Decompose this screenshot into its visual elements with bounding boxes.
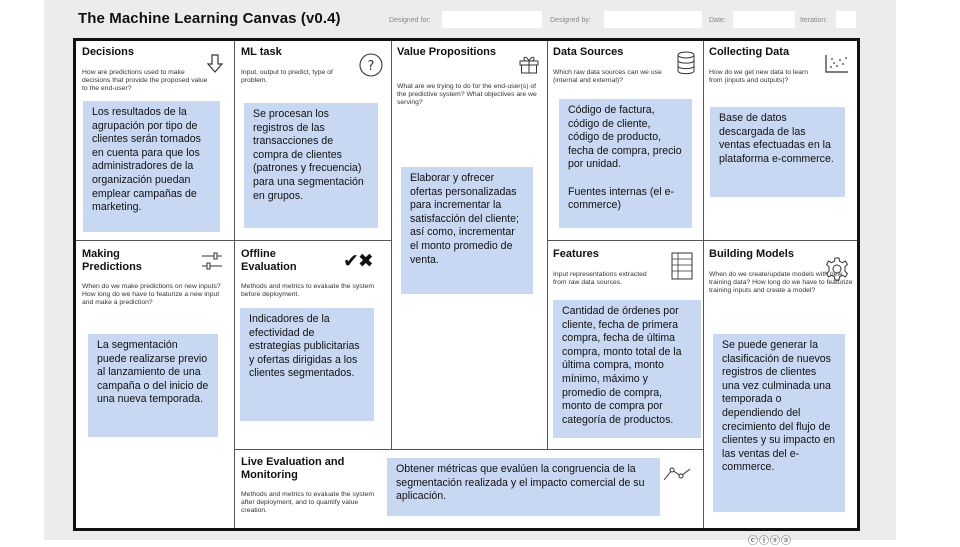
making-predictions-title: Making Predictions <box>82 248 142 273</box>
making-predictions-note[interactable]: La segmentación puede realizarse previo al lanzamiento de una campaña o del inicio de una nueva temporada. <box>88 334 218 437</box>
date-field[interactable] <box>733 11 795 28</box>
grid-divider <box>76 240 391 241</box>
question-circle-icon <box>358 52 384 78</box>
gift-icon <box>518 54 540 74</box>
grid-divider <box>547 41 548 449</box>
live-evaluation-description: Methods and metrics to evaluate the system after deployment, and to quantify value creation. <box>241 491 374 514</box>
value-propositions-description: What are we trying to do for the end-user(s) of the predictive system? What objectives are we serving? <box>397 83 537 106</box>
offline-evaluation-description: Methods and metrics to evaluate the system before deployment. <box>241 283 374 298</box>
grid-divider <box>703 41 704 528</box>
grid-divider <box>391 41 392 449</box>
decisions-title: Decisions <box>82 46 134 58</box>
designed-for-label: Designed for: <box>389 17 431 24</box>
data-sources-description: Which raw data sources can we use (internal and external)? <box>553 69 662 84</box>
sliders-icon <box>200 250 224 272</box>
building-models-title: Building Models <box>709 248 794 260</box>
database-icon <box>676 51 696 75</box>
value-propositions-title: Value Propositions <box>397 46 497 58</box>
grid-divider <box>547 240 857 241</box>
collecting-data-title: Collecting Data <box>709 46 790 58</box>
building-models-description: When do we create/update models with new training data? How long do we have to featurize training inputs and create a model? <box>709 271 853 294</box>
designed-for-field[interactable] <box>442 11 542 28</box>
ml-task-note[interactable]: Se procesan los registros de las transacciones de compra de clientes (patrones y frecuencia) para una segmentación en grupos. <box>244 103 378 228</box>
features-description: Input representations extracted from raw data sources. <box>553 271 647 286</box>
ml-task-description: Input, output to predict, type of problem. <box>241 69 333 84</box>
building-models-note[interactable]: Se puede generar la clasificación de nuevos registros de clientes una vez culminada una temporada o dependiendo del crecimiento del flujo de clientes y su impacto en las ventas del e-commerce. <box>713 334 845 512</box>
decisions-note[interactable]: Los resultados de la agrupación por tipo de clientes serán tomados en cuenta para que los administradores de la organización puedan emplear campañas de marketing. <box>83 101 220 232</box>
live-evaluation-title: Live Evaluation and Monitoring <box>241 456 345 481</box>
grid-divider <box>234 449 703 450</box>
date-label: Date: <box>709 17 726 24</box>
arrow-down-icon <box>206 54 224 74</box>
grid-divider <box>234 449 235 528</box>
list-document-icon <box>670 252 694 280</box>
making-predictions-description: When do we make predictions on new inputs? How long do we have to featurize a new input and make a prediction? <box>82 283 221 306</box>
offline-evaluation-title: Offline Evaluation <box>241 248 297 273</box>
iteration-field[interactable] <box>836 11 856 28</box>
collecting-data-note[interactable]: Base de datos descargada de las ventas efectuadas en la plataforma e-commerce. <box>710 107 845 197</box>
check-cross-icon: ✔✖ <box>343 250 373 272</box>
data-sources-title: Data Sources <box>553 46 624 58</box>
value-propositions-note[interactable]: Elaborar y ofrecer ofertas personalizadas para incrementar la satisfacción del cliente; así como, incrementar el monto promedio de venta. <box>401 167 533 294</box>
grid-divider <box>234 41 235 449</box>
offline-evaluation-note[interactable]: Indicadores de la efectividad de estrategias publicitarias y ofertas dirigidas a los clientes segmentados. <box>240 308 374 421</box>
data-sources-note[interactable]: Código de factura, código de cliente, código de producto, fecha de compra, precio por unidad. Fuentes internas (el e-commerce) <box>559 99 692 228</box>
creative-commons-icon: ⓒⓘⓢⓐ <box>748 536 792 547</box>
designed-by-label: Designed by: <box>550 17 591 24</box>
iteration-label: Iteration: <box>800 17 828 24</box>
gear-icon <box>824 256 850 282</box>
live-evaluation-note[interactable]: Obtener métricas que evalúen la congruencia de la segmentación realizada y el impacto comercial de su aplicación. <box>387 458 660 516</box>
features-note[interactable]: Cantidad de órdenes por cliente, fecha de primera compra, fecha de última compra, monto total de la última compra, monto mínimo, máximo y promedio de compra, monto de compra por categoría de productos. <box>553 300 701 438</box>
line-chart-icon <box>662 464 692 484</box>
canvas-title: The Machine Learning Canvas (v0.4) <box>78 10 341 27</box>
designed-by-field[interactable] <box>604 11 702 28</box>
scatter-plot-icon <box>824 54 850 74</box>
svg-text:?: ? <box>367 59 375 74</box>
ml-task-title: ML task <box>241 46 282 58</box>
features-title: Features <box>553 248 599 260</box>
decisions-description: How are predictions used to make decisions that provide the proposed value to the end-user? <box>82 69 208 92</box>
collecting-data-description: How do we get new data to learn from (inputs and outputs)? <box>709 69 808 84</box>
